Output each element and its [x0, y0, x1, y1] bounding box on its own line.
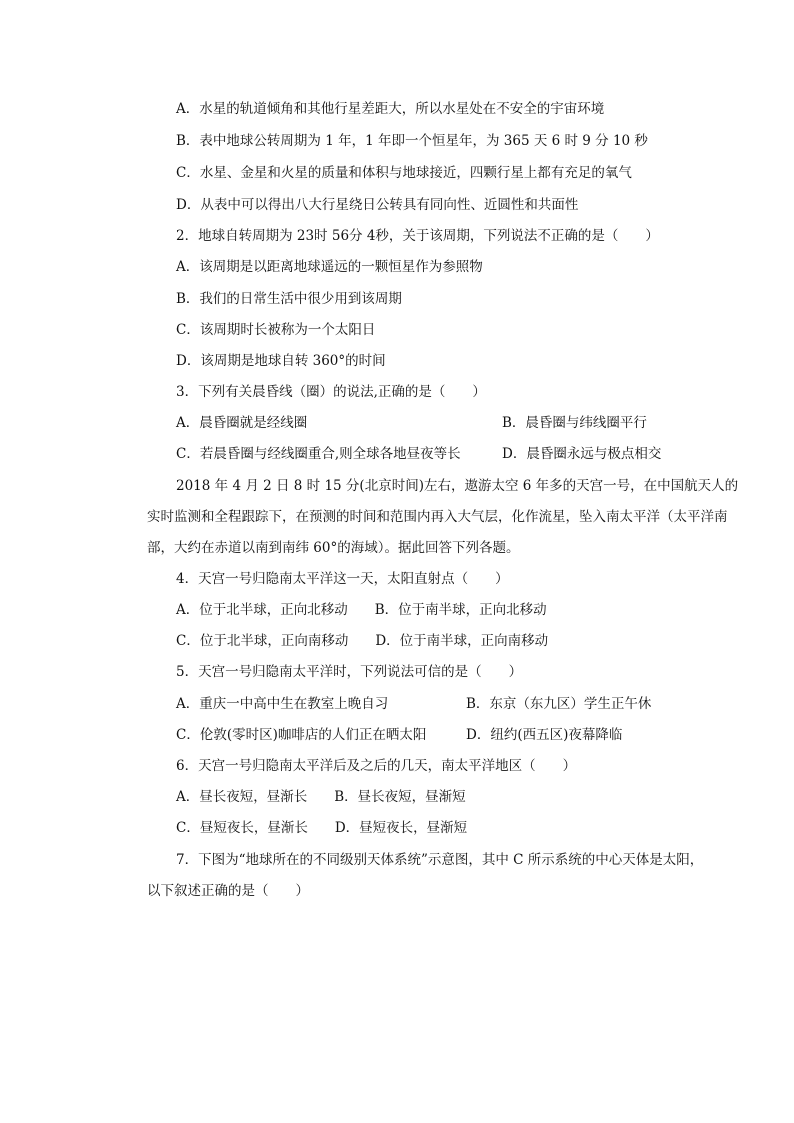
q1-option-b: B．表中地球公转周期为 1 年，1 年即一个恒星年，为 365 天 6 时 9 分 10 秒 — [176, 133, 648, 149]
q5-option-b: B．东京（东九区）学生正午休 — [466, 696, 652, 712]
q3-option-c: C．若晨昏圈与经线圈重合,则全球各地昼夜等长 — [176, 446, 461, 462]
q5-option-d: D．纽约(西五区)夜幕降临 — [466, 727, 623, 743]
q6-options-cd: C．昼短夜长，昼渐长 D．昼短夜长，昼渐短 — [176, 820, 468, 836]
q7-stem-line-2: 以下叙述正确的是（ ） — [147, 883, 309, 899]
q3-option-b: B．晨昏圈与纬线圈平行 — [502, 415, 647, 431]
q3-option-a: A．晨昏圈就是经线圈 — [176, 415, 308, 431]
q4-options-ab: A．位于北半球，正向北移动 B．位于南半球，正向北移动 — [176, 602, 547, 618]
q2-stem: 2．地球自转周期为 23时 56分 4秒，关于该周期，下列说法不正确的是（ ） — [176, 228, 659, 244]
q5-stem: 5．天宫一号归隐南太平洋时，下列说法可信的是（ ） — [176, 664, 523, 680]
q5-option-c: C．伦敦(零时区)咖啡店的人们正在晒太阳 — [176, 727, 427, 743]
q1-option-d: D．从表中可以得出八大行星绕日公转具有同向性、近圆性和共面性 — [176, 197, 579, 213]
q1-option-c: C．水星、金星和火星的质量和体积与地球接近，四颗行星上都有充足的氧气 — [176, 165, 632, 181]
q2-option-b: B．我们的日常生活中很少用到该周期 — [176, 291, 402, 307]
q6-stem: 6．天宫一号归隐南太平洋后及之后的几天，南太平洋地区（ ） — [176, 758, 577, 774]
q7-stem-line-1: 7．下图为“地球所在的不同级别天体系统”示意图，其中 C 所示系统的中心天体是太阳， — [176, 852, 704, 868]
q2-option-c: C．该周期时长被称为一个太阳日 — [176, 322, 376, 338]
q1-option-a: A．水星的轨道倾角和其他行星差距大，所以水星处在不安全的宇宙环境 — [176, 101, 605, 117]
q3-stem: 3．下列有关晨昏线（圈）的说法,正确的是（ ） — [176, 384, 486, 400]
q4-stem: 4．天宫一号归隐南太平洋这一天，太阳直射点（ ） — [176, 571, 509, 587]
passage-line-3: 部，大约在赤道以南到南纬 60°的海域）。据此回答下列各题。 — [147, 540, 520, 556]
passage-line-2: 实时监测和全程跟踪下，在预测的时间和范围内再入大气层，化作流星，坠入南太平洋（太平洋南 — [147, 509, 728, 525]
q4-options-cd: C．位于北半球，正向南移动 D．位于南半球，正向南移动 — [176, 633, 549, 649]
q5-option-a: A．重庆一中高中生在教室上晚自习 — [176, 696, 389, 712]
q2-option-d: D．该周期是地球自转 360°的时间 — [176, 353, 386, 369]
passage-line-1: 2018 年 4 月 2 日 8 时 15 分(北京时间)左右，遨游太空 6 年多的天宫一号，在中国航天人的 — [176, 478, 739, 494]
q6-options-ab: A．昼长夜短，昼渐长 B．昼长夜短，昼渐短 — [176, 789, 466, 805]
q3-option-d: D．晨昏圈永远与极点相交 — [502, 446, 662, 462]
q2-option-a: A．该周期是以距离地球遥远的一颗恒星作为参照物 — [176, 259, 483, 275]
